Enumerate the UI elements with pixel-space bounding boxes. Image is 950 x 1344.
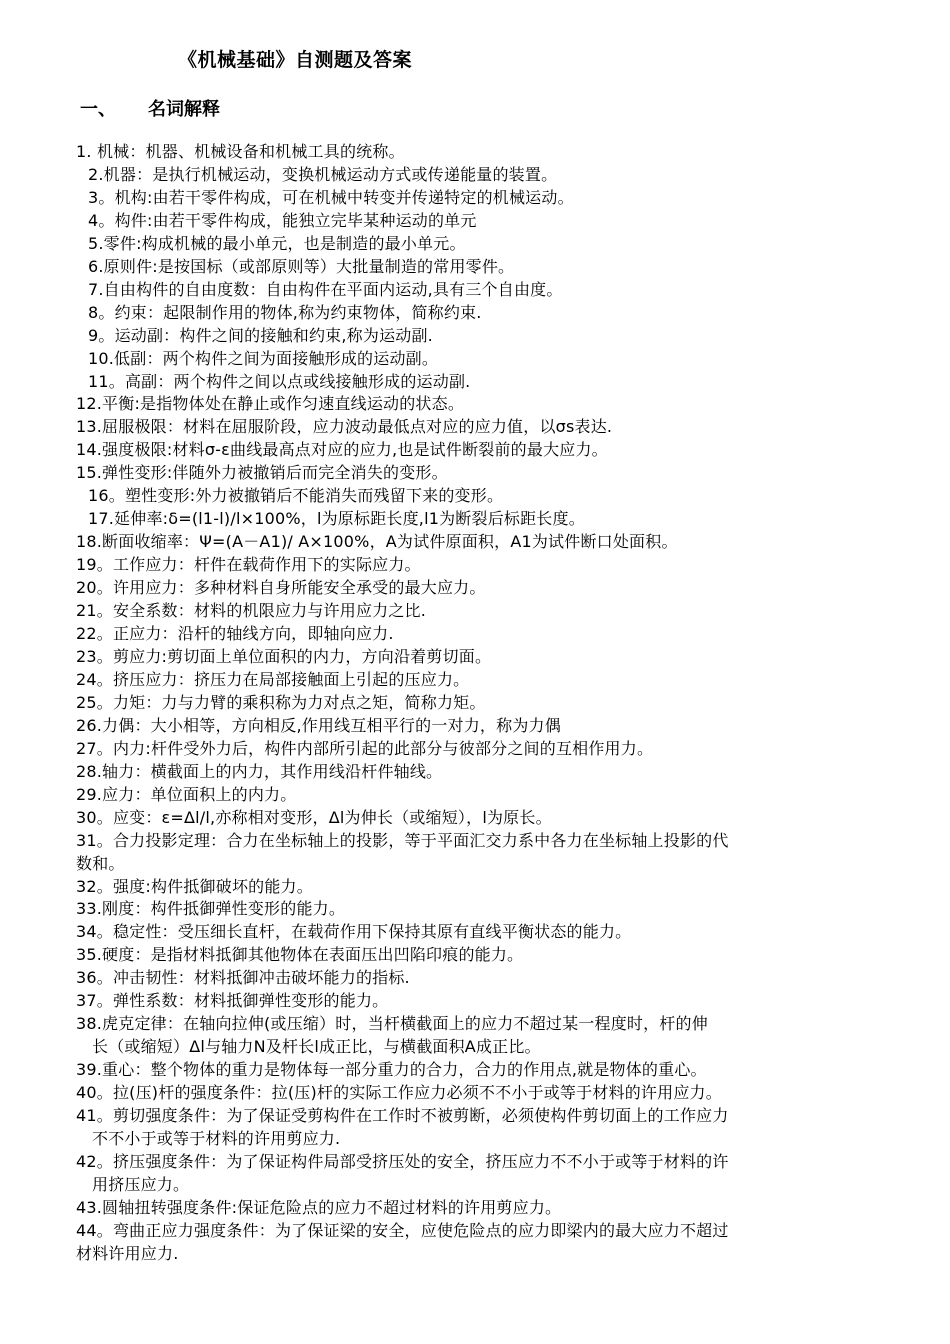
definition-text: 39.重心：整个物体的重力是物体每一部分重力的合力，合力的作用点,就是物体的重心。 — [76, 1060, 707, 1080]
definition-text: 22。正应力：沿杆的轴线方向，即轴向应力. — [76, 624, 394, 644]
definition-item — [0, 462, 950, 485]
definition-item — [0, 256, 950, 279]
definition-text: 30。应变：ε=Δl/l,亦称相对变形，Δl为伸长（或缩短），l为原长。 — [76, 807, 552, 827]
definition-text: 36。冲击韧性：材料抵御冲击破坏能力的指标. — [76, 968, 410, 988]
definition-item — [0, 600, 950, 623]
definition-item — [0, 876, 950, 899]
definition-item — [0, 1105, 950, 1151]
definition-item — [0, 531, 950, 554]
definition-item — [0, 1013, 950, 1059]
definition-text: 17.延伸率:δ=(l1-l)/l×100%，l为原标距长度,l1为断裂后标距长度。 — [88, 509, 585, 529]
definition-item — [0, 325, 950, 348]
definition-text: 34。稳定性：受压细长直杆，在载荷作用下保持其原有直线平衡状态的能力。 — [76, 922, 632, 942]
document-title: 《机械基础》自测题及答案 — [178, 49, 413, 71]
definition-text: 16。塑性变形:外力被撤销后不能消失而残留下来的变形。 — [88, 486, 504, 506]
definition-item — [0, 485, 950, 508]
definition-item — [0, 141, 950, 164]
definition-text: 35.硬度：是指材料抵御其他物体在表面压出凹陷印痕的能力。 — [76, 945, 524, 965]
definition-text: 19。工作应力：杆件在载荷作用下的实际应力。 — [76, 555, 421, 575]
definition-text: 28.轴力：横截面上的内力，其作用线沿杆件轴线。 — [76, 761, 443, 781]
definition-text: 33.刚度：构件抵御弹性变形的能力。 — [76, 899, 346, 919]
definition-item — [0, 967, 950, 990]
definition-item — [0, 164, 950, 187]
definition-text: 27。内力:杆件受外力后，构件内部所引起的此部分与彼部分之间的互相作用力。 — [76, 738, 654, 758]
definition-item — [0, 1059, 950, 1082]
definition-item — [0, 1082, 950, 1105]
definition-text: 12.平衡:是指物体处在静止或作匀速直线运动的状态。 — [76, 394, 465, 414]
definition-item — [0, 623, 950, 646]
definition-item — [0, 1151, 950, 1197]
definition-text: 15.弹性变形:伴随外力被撤销后而完全消失的变形。 — [76, 463, 448, 483]
definition-item — [0, 646, 950, 669]
definition-continuation: 不不小于或等于材料的许用剪应力. — [92, 1128, 341, 1148]
definition-text: 11。高副：两个构件之间以点或线接触形成的运动副. — [88, 371, 471, 391]
definition-text: 24。挤压应力：挤压力在局部接触面上引起的压应力。 — [76, 669, 470, 689]
definition-item — [0, 944, 950, 967]
definition-item — [0, 990, 950, 1013]
definition-item — [0, 921, 950, 944]
definition-text: 43.圆轴扭转强度条件:保证危险点的应力不超过材料的许用剪应力。 — [76, 1197, 562, 1217]
definition-text: 3。机构:由若干零件构成，可在机械中转变并传递特定的机械运动。 — [88, 187, 574, 207]
definition-item — [0, 187, 950, 210]
definition-item — [0, 1197, 950, 1220]
definition-text: 37。弹性系数：材料抵御弹性变形的能力。 — [76, 991, 389, 1011]
definition-text: 38.虎克定律：在轴向拉伸(或压缩）时，当杆横截面上的应力不超过某一程度时，杆的伸 — [76, 1014, 708, 1034]
definition-item — [0, 692, 950, 715]
definition-text: 13.屈服极限：材料在屈服阶段，应力波动最低点对应的应力值，以σs表达. — [76, 417, 613, 437]
definition-text: 40。拉(压)杆的强度条件：拉(压)杆的实际工作应力必须不不小于或等于材料的许用应力。 — [76, 1083, 722, 1103]
definition-text: 6.原则件:是按国标（或部原则等）大批量制造的常用零件。 — [88, 256, 515, 276]
definition-item — [0, 279, 950, 302]
definition-text: 26.力偶：大小相等，方向相反,作用线互相平行的一对力，称为力偶 — [76, 715, 561, 735]
definition-item — [0, 669, 950, 692]
definition-text: 25。力矩：力与力臂的乘积称为力对点之矩，简称力矩。 — [76, 692, 486, 712]
definition-text: 29.应力：单位面积上的内力。 — [76, 784, 297, 804]
definition-text: 9。运动副：构件之间的接触和约束,称为运动副. — [88, 325, 433, 345]
definition-item — [0, 302, 950, 325]
definition-text: 31。合力投影定理：合力在坐标轴上的投影，等于平面汇交力系中各力在坐标轴上投影的代 — [76, 830, 729, 850]
definition-item — [0, 371, 950, 394]
definition-text: 20。许用应力：多种材料自身所能安全承受的最大应力。 — [76, 578, 486, 598]
definition-continuation: 长（或缩短）Δl与轴力N及杆长l成正比，与横截面积A成正比。 — [92, 1037, 541, 1057]
definition-text: 41。剪切强度条件：为了保证受剪构件在工作时不被剪断，必须使构件剪切面上的工作应力 — [76, 1106, 729, 1126]
term-definition-list — [0, 141, 950, 1266]
definition-text: 2.机器：是执行机械运动，变换机械运动方式或传递能量的装置。 — [88, 164, 558, 184]
definition-item — [0, 210, 950, 233]
definition-item — [0, 761, 950, 784]
definition-text: 18.断面收缩率：Ψ=(A－A1)/ A×100%，A为试件原面积，A1为试件断口处面积。 — [76, 532, 678, 552]
definition-item — [0, 807, 950, 830]
section-heading — [80, 95, 220, 121]
definition-text: 21。安全系数：材料的机限应力与许用应力之比. — [76, 601, 427, 621]
definition-item — [0, 784, 950, 807]
definition-item — [0, 1220, 950, 1266]
definition-item — [0, 830, 950, 876]
definition-item — [0, 898, 950, 921]
definition-item — [0, 348, 950, 371]
definition-item — [0, 233, 950, 256]
section-number: 一、 — [80, 99, 116, 120]
definition-text: 32。强度:构件抵御破坏的能力。 — [76, 876, 313, 896]
definition-text: 7.自由构件的自由度数：自由构件在平面内运动,具有三个自由度。 — [88, 279, 563, 299]
definition-item — [0, 416, 950, 439]
definition-text: 44。弯曲正应力强度条件：为了保证梁的安全，应使危险点的应力即梁内的最大应力不超过 — [76, 1220, 729, 1240]
definition-text: 10.低副：两个构件之间为面接触形成的运动副。 — [88, 348, 439, 368]
definition-text: 8。约束：起限制作用的物体,称为约束物体，简称约束. — [88, 302, 482, 322]
definition-text: 4。构件:由若干零件构成，能独立完毕某种运动的单元 — [88, 210, 477, 230]
definition-item — [0, 393, 950, 416]
definition-item — [0, 738, 950, 761]
definition-item — [0, 439, 950, 462]
definition-item — [0, 508, 950, 531]
definition-continuation: 材料许用应力. — [76, 1243, 179, 1263]
definition-text: 5.零件:构成机械的最小单元，也是制造的最小单元。 — [88, 233, 466, 253]
definition-text: 14.强度极限:材料σ-ε曲线最高点对应的应力,也是试件断裂前的最大应力。 — [76, 440, 608, 460]
definition-continuation: 数和。 — [76, 853, 125, 873]
definition-item — [0, 715, 950, 738]
definition-text: 1. 机械：机器、机械设备和机械工具的统称。 — [76, 142, 405, 161]
definition-continuation: 用挤压应力。 — [92, 1174, 190, 1194]
definition-item — [0, 554, 950, 577]
definition-text: 23。剪应力:剪切面上单位面积的内力，方向沿着剪切面。 — [76, 646, 492, 666]
definition-text: 42。挤压强度条件：为了保证构件局部受挤压处的安全，挤压应力不不小于或等于材料的许 — [76, 1151, 729, 1171]
section-label: 名词解释 — [148, 99, 220, 120]
definition-item — [0, 577, 950, 600]
